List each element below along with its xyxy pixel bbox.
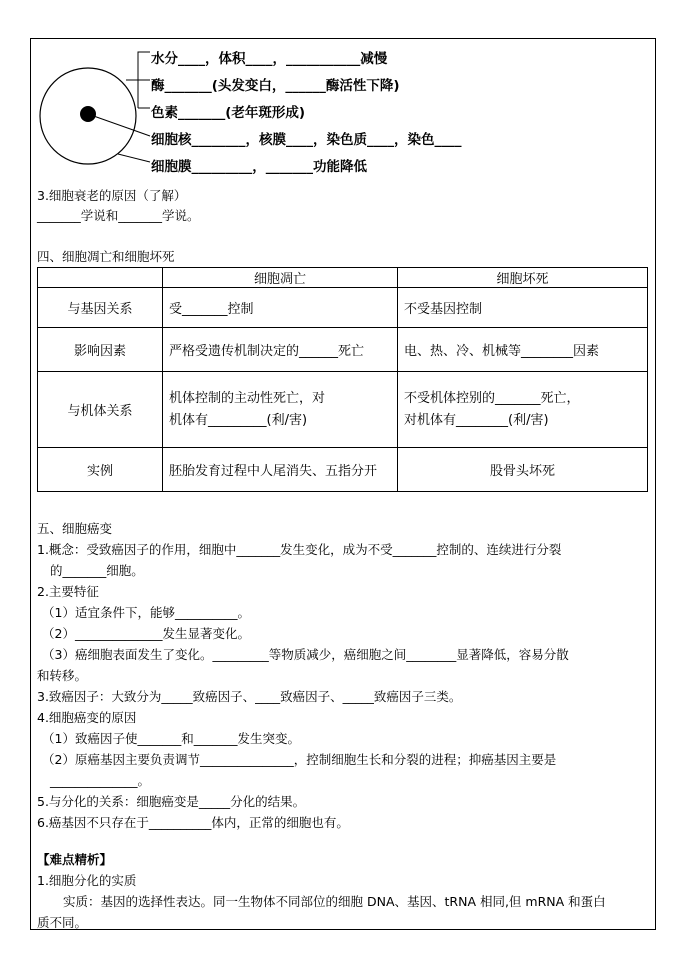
apoptosis-cell-line1: 机体控制的主动性死亡，对	[169, 390, 326, 406]
cytoplasm-pointer	[126, 52, 150, 80]
diagram-row-pigment: 色素_______(老年斑形成)	[151, 105, 306, 121]
table-row	[38, 288, 648, 328]
s5-feature-2: （2）______________发生显著变化。	[42, 626, 250, 641]
apoptosis-cell: 严格受遗传机制决定的______死亡	[163, 328, 398, 372]
table-header-row	[38, 268, 648, 288]
s5-features-title: 2.主要特征	[37, 584, 99, 599]
section-5-title: 五、细胞癌变	[37, 521, 113, 536]
diagram-row-water: 水分____，体积____，___________减慢	[151, 51, 388, 67]
table-header-empty	[38, 268, 163, 288]
apoptosis-cell: 胚胎发育过程中人尾消失、五指分开	[163, 448, 398, 492]
s5-cause-2-cont: ______________。	[50, 773, 151, 788]
membrane-pointer	[118, 154, 150, 162]
apoptosis-cell	[163, 372, 398, 448]
diagram-row-membrane: 细胞膜_________，_______功能降低	[151, 159, 367, 175]
table-row	[38, 448, 648, 492]
necrosis-cell	[398, 372, 648, 448]
s5-causes-title: 4.细胞癌变的原因	[37, 710, 137, 725]
table-header-necrosis: 细胞坏死	[398, 268, 648, 288]
s5-carcinogens: 3.致癌因子：大致分为_____致癌因子、____致癌因子、_____致癌因子三类。	[37, 689, 462, 704]
necrosis-cell-line2: 对机体有________(利/害)	[404, 412, 549, 428]
diagram-row-nucleus: 细胞核________，核膜____，染色质____，染色____	[151, 132, 462, 148]
s6-line-2: 实质：基因的选择性表达。同一生物体不同部位的细胞 DNA、基因、tRNA 相同,但 mRNA 和蛋白	[63, 894, 606, 909]
necrosis-cell: 股骨头坏死	[398, 448, 648, 492]
s5-feature-3: （3）癌细胞表面发生了变化。_________等物质减少，癌细胞之间________显著降低，容易分散	[42, 647, 569, 662]
row-label: 与基因关系	[38, 288, 163, 328]
apoptosis-cell: 受_______控制	[163, 288, 398, 328]
section-3-line: _______学说和_______学说。	[37, 208, 200, 223]
s5-concept-2: 的_______细胞。	[50, 563, 144, 578]
row-label: 与机体关系	[38, 372, 163, 448]
s5-cause-2: （2）原癌基因主要负责调节_______________，控制细胞生长和分裂的进程；抑癌基因主要是	[42, 752, 557, 767]
table-row	[38, 328, 648, 372]
diagram-row-enzyme: 酶_______(头发变白，______酶活性下降)	[151, 78, 400, 94]
s6-line-3: 质不同。	[37, 915, 88, 930]
row-label: 影响因素	[38, 328, 163, 372]
table-row	[38, 372, 648, 448]
table-header-apoptosis: 细胞凋亡	[163, 268, 398, 288]
necrosis-cell-line1: 不受机体控别的_______死亡，	[404, 390, 580, 406]
section-4-title: 四、细胞凋亡和细胞坏死	[37, 249, 175, 264]
s5-feature-3-cont: 和转移。	[37, 668, 88, 683]
s5-concept-1: 1.概念：受致癌因子的作用，细胞中_______发生变化，成为不受_______控制的、连续进行分裂	[37, 542, 562, 557]
s6-line-1: 1.细胞分化的实质	[37, 873, 137, 888]
apoptosis-cell-line2: 机体有_________(利/害)	[169, 412, 308, 428]
cell-diagram	[38, 42, 156, 172]
necrosis-cell: 电、热、冷、机械等________因素	[398, 328, 648, 372]
section-6-title: 【难点精析】	[37, 852, 113, 867]
comparison-table	[37, 267, 648, 492]
s5-feature-1: （1）适宜条件下，能够__________。	[42, 605, 250, 620]
row-label: 实例	[38, 448, 163, 492]
s5-differentiation: 5.与分化的关系：细胞癌变是_____分化的结果。	[37, 794, 306, 809]
necrosis-cell: 不受基因控制	[398, 288, 648, 328]
s5-oncogene: 6.癌基因不只存在于__________体内，正常的细胞也有。	[37, 815, 349, 830]
section-3-title: 3.细胞衰老的原因（了解）	[37, 188, 187, 203]
nucleus-pointer	[88, 114, 150, 136]
s5-cause-1: （1）致癌因子使_______和_______发生突变。	[42, 731, 300, 746]
